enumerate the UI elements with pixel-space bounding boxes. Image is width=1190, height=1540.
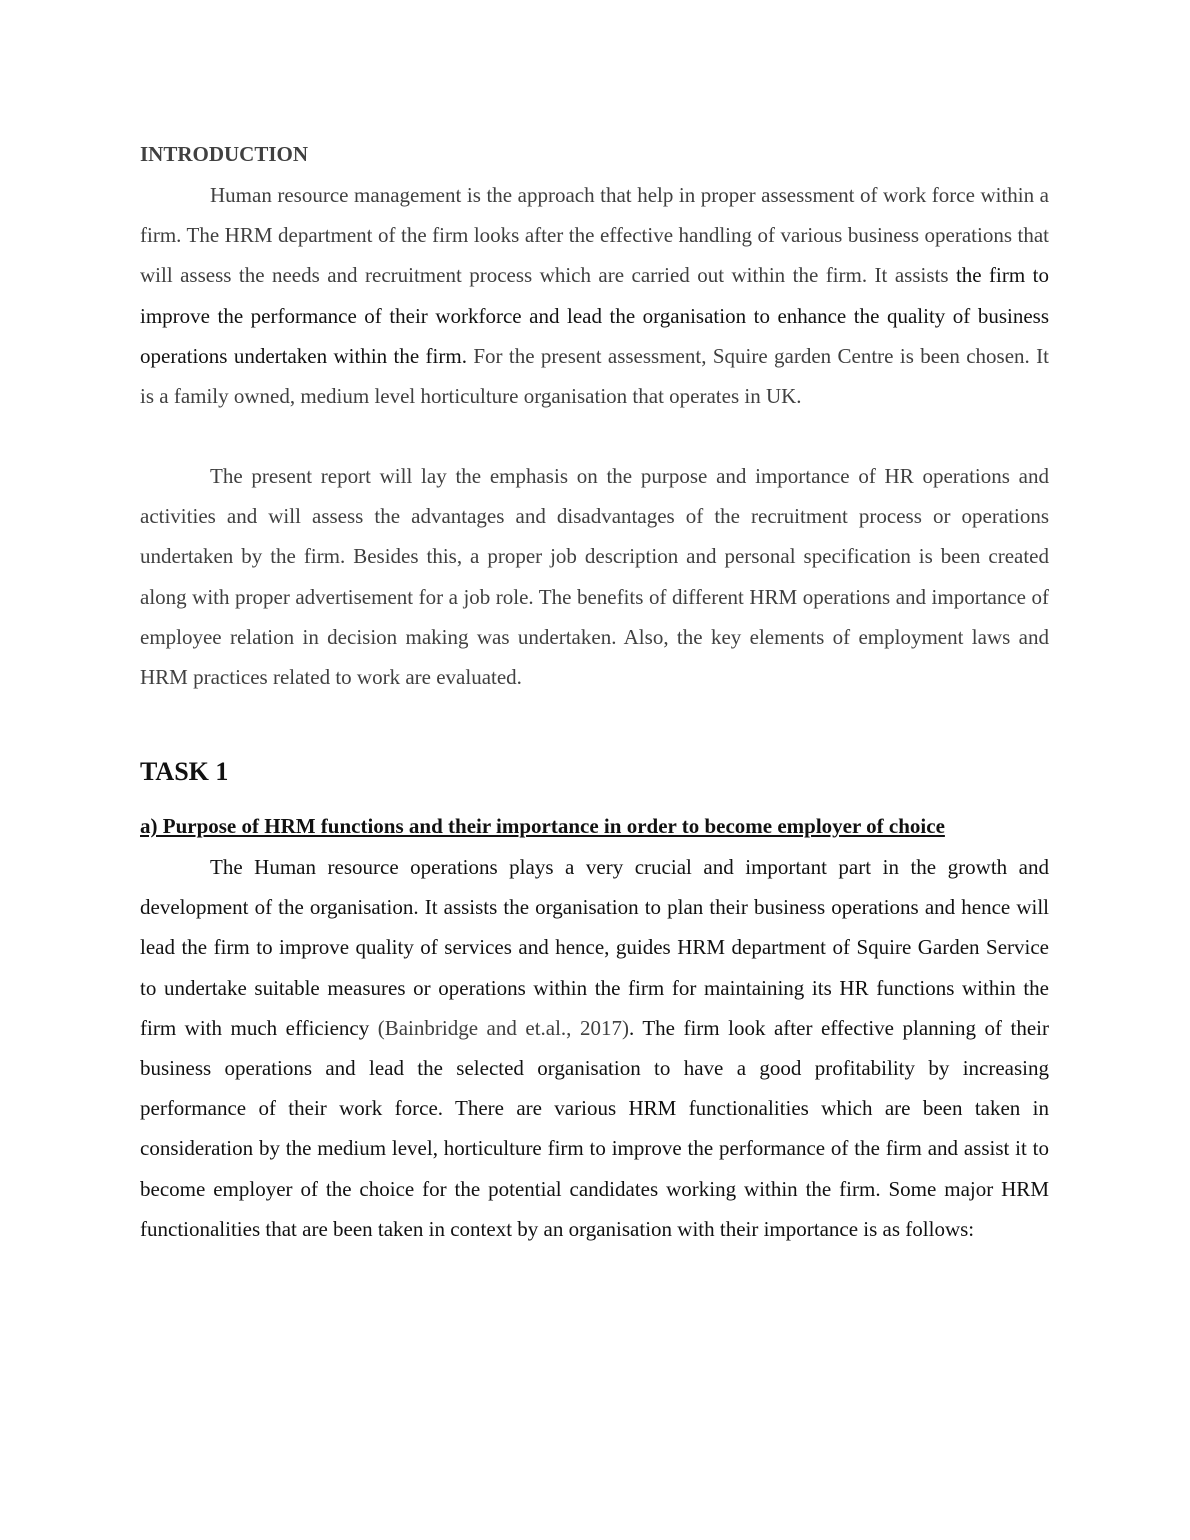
introduction-paragraph-2: The present report will lay the emphasis on the purpose and importance of HR operations and activities and will assess the advantages and disadvantages of the recruitment process or operations undertaken by the firm. Besides this, a proper job description and personal specification is been created along with proper advertisement for a job role. The benefits of different HRM operations and importance of employee relation in decision making was undertaken. Also, the key elements of employment laws and HRM practices related to work are evaluated. <box>140 464 1049 690</box>
task1-subheading: a) Purpose of HRM functions and their importance in order to become employer of choice <box>140 814 945 838</box>
task1-p-text-1: The Human resource operations plays a very crucial and important part in the growth and development of the organisation. It assists the organisation to plan their business operations and hence will lead the firm to improve quality of services and hence, guides HRM department of Squire Garden Service to undertake suitable measures or operations within the firm for maintaining its HR functions within the firm with much efficiency <box>140 855 1049 1040</box>
task1-citation: (Bainbridge and et.al., 2017) <box>377 1015 629 1040</box>
task1-heading: TASK 1 <box>140 757 229 786</box>
intro-p1-text-1: Human resource management is the approach that help in proper assessment of work force within a firm. The HRM department of the firm looks after the effective handling of various business operations that will assess the needs and recruitment process which are carried out within the firm. It assists <box>140 183 1049 288</box>
task1-p-text-2: . The firm look after effective planning of their business operations and lead the selected organisation to have a good profitability by increasing performance of their work force. There are various HRM functionalities which are been taken in consideration by the medium level, horticulture firm to improve the performance of the firm and assist it to become employer of the choice for the potential candidates working within the firm. Some major HRM functionalities that are been taken in context by an organisation with their importance is as follows: <box>140 1015 1049 1241</box>
intro-p1-text-3: For the present assessment, Squire garden Centre is been chosen. It is a family owned, medium level horticulture organisation that operates in UK. <box>140 343 1049 409</box>
task1-paragraph <box>140 847 1049 1249</box>
intro-p1-text-2: the firm to improve the performance of their workforce and lead the organisation to enhance the quality of business operations undertaken within the firm. <box>140 263 1049 368</box>
introduction-heading: INTRODUCTION <box>140 142 309 166</box>
introduction-paragraph-1 <box>140 175 1049 416</box>
